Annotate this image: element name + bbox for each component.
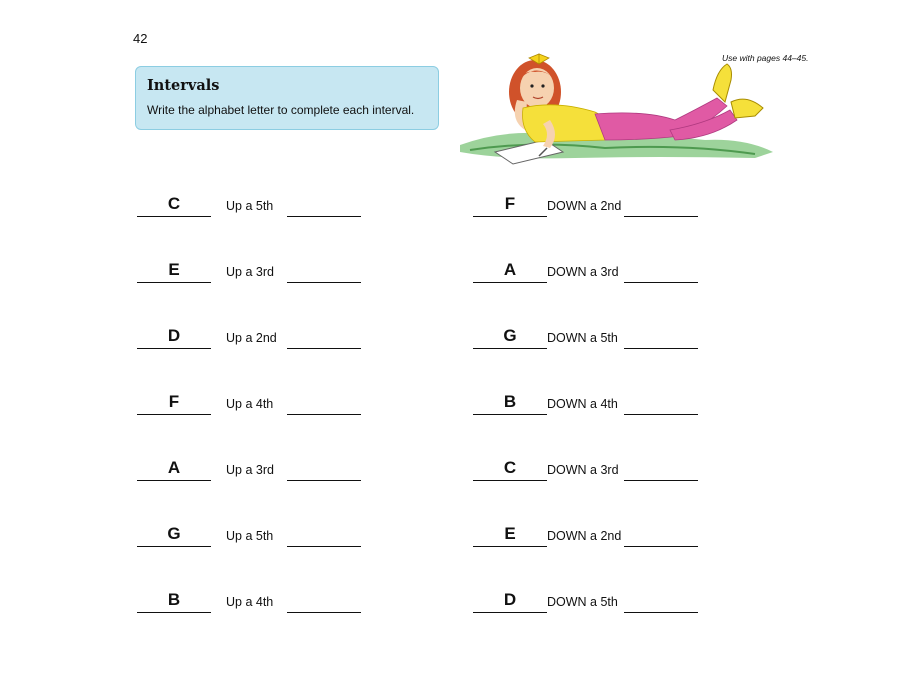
answer-blank[interactable]	[624, 194, 698, 217]
interval-instruction: DOWN a 5th	[547, 331, 618, 345]
page-number: 42	[133, 31, 148, 46]
given-note-letter: G	[137, 524, 211, 547]
interval-instruction: Up a 5th	[226, 199, 274, 213]
given-note-letter: F	[137, 392, 211, 415]
interval-instruction: DOWN a 5th	[547, 595, 618, 609]
answer-blank[interactable]	[287, 326, 361, 349]
answer-blank[interactable]	[287, 260, 361, 283]
interval-instruction: DOWN a 3rd	[547, 265, 619, 279]
answer-blank[interactable]	[287, 392, 361, 415]
given-note-letter: C	[473, 458, 547, 481]
answer-blank[interactable]	[287, 524, 361, 547]
girl-lying-illustration	[455, 40, 780, 170]
given-note-letter: E	[473, 524, 547, 547]
interval-instruction: Up a 4th	[226, 397, 274, 411]
given-note-letter: C	[137, 194, 211, 217]
given-note-letter: D	[473, 590, 547, 613]
given-note-letter: A	[137, 458, 211, 481]
given-note-letter: B	[137, 590, 211, 613]
answer-blank[interactable]	[624, 326, 698, 349]
interval-instruction: Up a 2nd	[226, 331, 277, 345]
answer-blank[interactable]	[624, 590, 698, 613]
answer-blank[interactable]	[624, 524, 698, 547]
interval-instruction: Up a 5th	[226, 529, 274, 543]
given-note-letter: E	[137, 260, 211, 283]
answer-blank[interactable]	[624, 260, 698, 283]
given-note-letter: D	[137, 326, 211, 349]
answer-blank[interactable]	[624, 458, 698, 481]
given-note-letter: G	[473, 326, 547, 349]
given-note-letter: B	[473, 392, 547, 415]
worksheet-title: Intervals	[147, 77, 220, 94]
interval-instruction: Up a 4th	[226, 595, 274, 609]
answer-blank[interactable]	[287, 194, 361, 217]
interval-instruction: DOWN a 3rd	[547, 463, 619, 477]
answer-blank[interactable]	[287, 590, 361, 613]
answer-blank[interactable]	[287, 458, 361, 481]
interval-instruction: DOWN a 4th	[547, 397, 618, 411]
instructions-box	[135, 66, 439, 130]
worksheet-instructions: Write the alphabet letter to complete each interval.	[147, 103, 415, 117]
given-note-letter: A	[473, 260, 547, 283]
interval-instruction: DOWN a 2nd	[547, 199, 622, 213]
reference-note: Use with pages 44–45.	[722, 53, 809, 63]
answer-blank[interactable]	[624, 392, 698, 415]
interval-instruction: Up a 3rd	[226, 463, 274, 477]
given-note-letter: F	[473, 194, 547, 217]
interval-instruction: DOWN a 2nd	[547, 529, 622, 543]
interval-instruction: Up a 3rd	[226, 265, 274, 279]
